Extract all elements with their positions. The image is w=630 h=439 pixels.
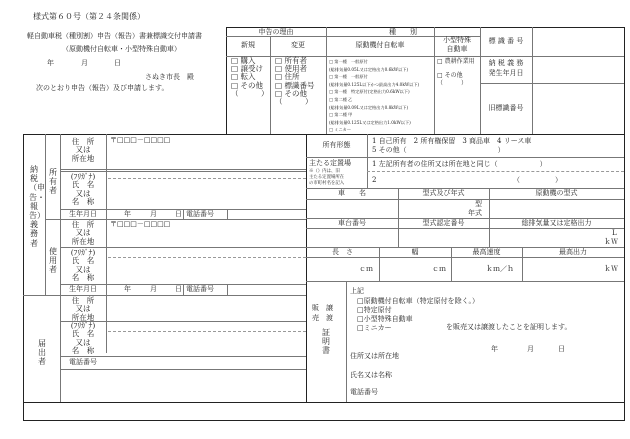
car-name-label: 車 名 <box>338 189 366 197</box>
owner-birth-day: 日 <box>175 210 182 218</box>
reason-change-options <box>275 57 314 106</box>
user-address-label <box>60 221 106 246</box>
label-line: 又は <box>75 228 91 238</box>
checkbox-owner[interactable]: □ 所有者 <box>275 56 307 65</box>
note-line: ※（）内は、旧 <box>309 169 340 174</box>
border <box>290 402 625 403</box>
checkbox-minicar[interactable]: □ ミニカー <box>329 127 352 133</box>
border <box>23 420 290 421</box>
category-small-label-2: 自動車 <box>446 45 468 53</box>
plate-number-label: 標 識 番 号 <box>488 37 524 45</box>
checkbox-change-other[interactable]: □ その他 <box>275 88 307 98</box>
checkbox-agricultural[interactable]: □ 農耕作業用 <box>437 58 475 65</box>
furigana-line <box>108 257 306 258</box>
label-line: 所在地 <box>71 153 95 163</box>
tax-date-label-1: 納 税 義 務 <box>488 59 524 67</box>
width-label: 幅 <box>411 248 419 256</box>
label-line: 又は <box>75 145 91 155</box>
cert-name-label: 氏名又は名称 <box>350 371 392 379</box>
storage-label: 主たる定置場 <box>309 159 351 167</box>
owner-address-label <box>60 138 106 163</box>
applicant-phone-label: 電話番号 <box>69 358 97 366</box>
statement: 次のとおり申告（報告）及び申請します。 <box>36 84 169 92</box>
applicant-label: 届出者 <box>38 339 46 367</box>
taxpayer-group-label: 納税（申告・報告）義務者 <box>29 165 45 248</box>
cert-label-1: 販 譲 <box>312 304 333 312</box>
user-birth-label: 生年月日 <box>69 285 97 293</box>
border <box>23 134 625 135</box>
checkbox-class1-general-125[interactable]: □ 第一種 一般原付 <box>329 74 368 80</box>
owner-name-label <box>60 173 106 206</box>
border <box>60 247 306 248</box>
owner-phone-label: 電話番号 <box>186 210 214 218</box>
max-speed-label: 最高速度 <box>472 248 501 256</box>
label-line: 所在地 <box>71 236 95 246</box>
label-line: 所在地 <box>71 312 95 322</box>
cert-label-2: 売 渡 <box>312 314 333 322</box>
border <box>183 209 184 219</box>
label-line: 又は <box>75 337 91 347</box>
reason-title: 申告の理由 <box>258 28 294 36</box>
furigana-line <box>108 178 306 179</box>
cert-checkbox-moped[interactable]: □原動機付自転車（特定原付を除く。） <box>357 297 479 305</box>
owner-postal[interactable]: 〒□□□－□□□□ <box>110 136 171 144</box>
reason-change-label: 変更 <box>291 41 305 49</box>
checkbox-new-other[interactable]: □ その他 <box>231 80 263 90</box>
year-suffix: 年式 <box>468 209 482 217</box>
owner-birth-month: 月 <box>150 210 157 218</box>
border <box>306 257 624 258</box>
border <box>306 157 624 158</box>
small-other-paren: （ ） <box>437 80 468 87</box>
cert-checkbox-small-special[interactable]: □小型特殊自動車 <box>357 315 413 323</box>
label-line: 又は <box>75 304 91 314</box>
user-birth-day: 日 <box>175 285 182 293</box>
date-year: 年 <box>47 59 54 67</box>
checkbox-class1-special[interactable]: □ 第一種 特定原付(定格出力0.6kW以下) <box>329 89 410 95</box>
cert-above: 上記 <box>350 287 364 295</box>
cert-address-label: 住所又は所在地 <box>350 352 399 360</box>
ownership-options-2[interactable]: 5 その他（ ） <box>372 146 505 154</box>
cert-phone-label: 電話番号 <box>350 388 378 396</box>
checkbox-small-other[interactable]: □ その他 <box>437 72 463 79</box>
label-line: 氏 名 <box>71 329 95 339</box>
cert-day: 日 <box>558 345 565 353</box>
border <box>290 420 625 421</box>
label-line: 氏 名 <box>71 180 95 190</box>
checkbox-address[interactable]: □ 住所 <box>275 72 300 82</box>
chassis-number-label: 車台番号 <box>338 219 366 227</box>
checkbox-moving-in[interactable]: □ 転入 <box>231 72 256 82</box>
cert-checkbox-special-moped[interactable]: □特定原付 <box>357 306 392 314</box>
form-title: 軽自動車税（種別割）申告（報告）書兼標識交付申請書 <box>27 32 202 40</box>
ownership-label: 所有形態 <box>322 141 351 149</box>
category-small-label-1: 小型特殊 <box>443 36 471 44</box>
new-other-paren: （ ） <box>231 88 269 98</box>
border <box>45 134 46 295</box>
change-other-paren: （ ） <box>275 97 313 107</box>
label-line: 名 称 <box>71 196 95 206</box>
max-output-label: 最高出力 <box>559 248 587 256</box>
old-plate-number-field[interactable] <box>533 84 623 133</box>
cert-year: 年 <box>491 345 498 353</box>
class1-general-note: (総排気量0.05L又は定格出力0.6kW以下) <box>329 66 409 72</box>
border <box>306 228 624 229</box>
border <box>367 134 368 188</box>
storage-option-2-num[interactable]: 2 <box>372 176 377 184</box>
cert-checkbox-minicar[interactable]: □ミニカー <box>357 324 392 332</box>
owner-birth-label: 生年月日 <box>69 210 97 218</box>
class2-a-note: (総排気量0.125L又は定格出力1.0kW以下) <box>329 119 411 125</box>
checkbox-class2-b[interactable]: □ 第二種 乙 <box>329 96 353 102</box>
user-phone-label: 電話番号 <box>186 285 214 293</box>
border <box>23 402 290 403</box>
category-title: 種 別 <box>389 28 417 36</box>
label-line: (ﾌﾘｶﾞﾅ) <box>70 172 96 181</box>
label-line: (ﾌﾘｶﾞﾅ) <box>70 321 96 330</box>
model-suffix: 型 <box>475 200 482 208</box>
label-line: (ﾌﾘｶﾞﾅ) <box>70 248 96 257</box>
border <box>346 281 347 402</box>
label-line: 住 所 <box>71 137 95 146</box>
checkbox-user[interactable]: □ 使用者 <box>275 64 307 74</box>
border <box>60 369 306 370</box>
category-moped-label: 原動機付自転車 <box>355 41 405 49</box>
note-line: の市町村名を記入 <box>309 180 345 186</box>
cert-statement: を販売又は譲渡したことを証明します。 <box>446 323 572 331</box>
checkbox-transfer-in[interactable]: □ 譲受け <box>231 64 263 74</box>
label-line: 又は <box>75 188 91 198</box>
border <box>183 284 184 295</box>
tax-date-label-2: 発生年月日 <box>488 69 524 77</box>
border <box>23 295 306 296</box>
max-speed-unit: ｋｍ／ｈ <box>486 265 514 273</box>
engine-model-label: 原動機の型式 <box>535 189 578 197</box>
border <box>270 36 271 134</box>
border <box>60 356 306 357</box>
reason-new-options <box>231 57 269 98</box>
border <box>60 171 306 172</box>
model-year-label: 型式及び年式 <box>422 189 465 197</box>
label-line: 氏 名 <box>71 256 95 266</box>
user-name-label <box>60 249 106 282</box>
date-month: 月 <box>81 59 88 67</box>
border <box>624 134 625 420</box>
border <box>60 169 306 170</box>
user-label: 使用者 <box>49 247 57 275</box>
cert-label-v: 証明書 <box>322 328 330 356</box>
form-subtitle: （原動機付自転車・小型特殊自動車） <box>62 45 181 53</box>
border <box>227 284 228 295</box>
owner-birth-year: 年 <box>124 210 131 218</box>
checkbox-plate-number[interactable]: □ 標識番号 <box>275 80 315 90</box>
reason-new-label: 新規 <box>241 41 255 49</box>
border <box>306 199 624 200</box>
label-line: 住 所 <box>71 220 95 229</box>
user-birth-year: 年 <box>124 285 131 293</box>
max-output-unit: ｋＷ <box>604 265 618 273</box>
ownership-options-1[interactable]: 1 自己所有 2 所有権保留 3 商品車 4 リース車 <box>372 137 532 145</box>
storage-divider <box>367 171 624 172</box>
furigana-line <box>108 331 306 332</box>
label-line: 住 所 <box>71 296 95 305</box>
addressee: さぬき市長 殿 <box>145 73 194 81</box>
date-day: 日 <box>114 59 121 67</box>
tax-date-field[interactable] <box>533 57 623 82</box>
label-line: 名 称 <box>71 272 95 282</box>
border <box>23 134 24 420</box>
storage-option-2-paren: （ ） <box>513 176 562 184</box>
unit-kw: ｋＷ <box>604 238 618 246</box>
unit-liter: L <box>612 229 617 237</box>
label-line: 又は <box>75 264 91 274</box>
moped-options <box>329 58 419 134</box>
note-line: 主たる定置場所在 <box>309 174 345 180</box>
user-postal[interactable]: 〒□□□－□□□□ <box>110 220 171 228</box>
length-unit: ｃｍ <box>359 265 373 273</box>
border <box>227 209 228 219</box>
border <box>306 281 624 282</box>
label-line: 名 称 <box>71 345 95 355</box>
border <box>306 134 307 402</box>
checkbox-class2-a[interactable]: □ 第二種 甲 <box>329 112 353 118</box>
length-label: 長 さ <box>332 248 353 256</box>
owner-label: 所有者 <box>49 168 57 196</box>
form-number: 様式第６０号（第２４条関係） <box>33 12 145 21</box>
checkbox-purchase[interactable]: □ 購入 <box>231 56 256 65</box>
applicant-name-label <box>60 322 106 355</box>
old-plate-number-label: 旧標識番号 <box>488 104 524 112</box>
cert-month: 月 <box>527 345 534 353</box>
storage-option-1[interactable]: 1 左記所有者の住所又は所在地と同じ（ ） <box>372 160 547 168</box>
border <box>624 27 625 134</box>
applicant-address-label <box>60 297 106 322</box>
checkbox-class1-general[interactable]: □ 第一種 一般原付 <box>329 59 368 64</box>
width-unit: ｃｍ <box>432 265 446 273</box>
displacement-label: 総排気量又は定格出力 <box>521 219 592 227</box>
plate-number-field[interactable] <box>533 28 623 55</box>
storage-note <box>309 169 344 186</box>
type-approval-label: 型式認定番号 <box>422 219 465 227</box>
class2-b-note: (総排気量0.09L又は定格出力0.8kW以下) <box>329 104 409 110</box>
user-birth-month: 月 <box>150 285 157 293</box>
class1-general-125-note: (総排気量0.125L以下かつ最高出力4.0kW以下) <box>329 81 420 87</box>
